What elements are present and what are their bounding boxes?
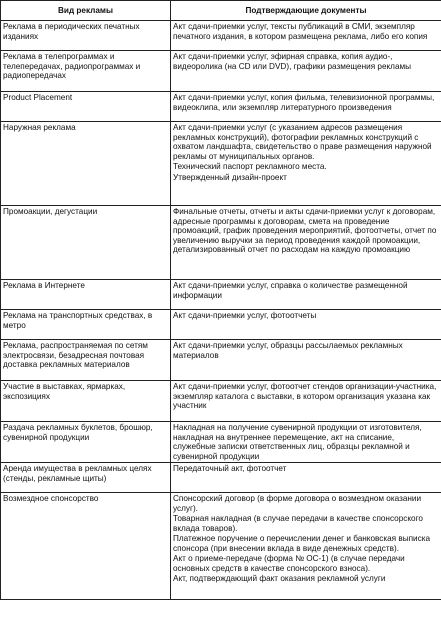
ad-type-cell: Реклама в периодических печатных изданиях xyxy=(1,21,171,51)
document-paragraph: Платежное поручение о перечислении денег и банковская выписка спонсора (при внесении вклада в виде денежных средств). xyxy=(173,534,431,553)
ad-type-cell: Наружная реклама xyxy=(1,122,171,206)
document-paragraph: Технический паспорт рекламного места. xyxy=(173,162,327,171)
documents-cell xyxy=(171,21,441,51)
documents-cell xyxy=(171,340,441,381)
table-row xyxy=(1,381,441,422)
table-row xyxy=(1,463,441,493)
document-paragraph: Утвержденный дизайн-проект xyxy=(173,172,287,182)
ad-type-cell: Участие в выставках, ярмарках, экспозициях xyxy=(1,381,171,422)
documents-cell xyxy=(171,463,441,493)
table-row xyxy=(1,340,441,381)
table-row xyxy=(1,122,441,206)
document-paragraph: Акт о приеме-передаче (форма № ОС-1) (в случае передачи основных средств в качестве спонсорского взноса). xyxy=(173,554,405,573)
table-row xyxy=(1,422,441,463)
ad-type-cell: Промоакции, дегустации xyxy=(1,206,171,280)
documents-cell xyxy=(171,206,441,280)
documents-cell xyxy=(171,310,441,340)
table-row xyxy=(1,280,441,310)
document-paragraph: Акт сдачи-приемки услуг, тексты публикаций в СМИ, экземпляр печатного издания, в котором размещена реклама, либо его копия xyxy=(173,22,428,41)
document-paragraph: Товарная накладная (в случае передачи в качестве спонсорского вклада товаров). xyxy=(173,514,423,533)
ad-type-cell: Реклама на транспортных средствах, в метро xyxy=(1,310,171,340)
table-row xyxy=(1,310,441,340)
column-header-ad-type: Вид рекламы xyxy=(1,1,171,21)
ad-type-cell: Раздача рекламных буклетов, брошюр, сувенирной продукции xyxy=(1,422,171,463)
documents-cell xyxy=(171,493,441,600)
document-paragraph: Акт сдачи-приемки услуг, фотоотчеты xyxy=(173,311,317,320)
document-paragraph: Акт сдачи-приемки услуг, эфирная справка, копия аудио-, видеоролика (на CD или DVD), графики размещения рекламы xyxy=(173,52,412,71)
document-paragraph: Акт сдачи-приемки услуг, образцы рассылаемых рекламных материалов xyxy=(173,341,403,360)
documents-cell xyxy=(171,122,441,206)
documents-cell xyxy=(171,280,441,310)
ad-type-cell: Возмездное спонсорство xyxy=(1,493,171,600)
documents-cell xyxy=(171,51,441,92)
ad-type-cell: Реклама, распространяемая по сетям электросвязи, безадресная почтовая доставка рекламных материалов xyxy=(1,340,171,381)
ad-type-cell: Аренда имущества в рекламных целях (стенды, рекламные щиты) xyxy=(1,463,171,493)
ad-type-cell: Реклама в телепрограммах и телепередачах, радиопрограммах и радиопередачах xyxy=(1,51,171,92)
documents-cell xyxy=(171,92,441,122)
document-paragraph: Финальные отчеты, отчеты и акты сдачи-приемки услуг к договорам, адресные программы к договорам, смета на проведение промоакций, график проведения мероприятий, фотоотчеты, отчет по увеличению выручки за период проведения каждой промоакции, детализированный отчет по расходам на каждую промоакцию xyxy=(173,207,437,254)
document-paragraph: Акт сдачи-приемки услуг, фотоотчет стендов организации-участника, экземпляр каталога с выставки, в котором организация указана как участник xyxy=(173,382,437,410)
table-row xyxy=(1,206,441,280)
document-paragraph: Акт, подтверждающий факт оказания рекламной услуги xyxy=(173,574,386,583)
ad-type-cell: Product Placement xyxy=(1,92,171,122)
table-row xyxy=(1,21,441,51)
table-header-row xyxy=(1,1,441,21)
table-row xyxy=(1,51,441,92)
document-paragraph: Передаточный акт, фотоотчет xyxy=(173,464,287,473)
document-paragraph: Спонсорский договор (в форме договора о возмездном оказании услуг). xyxy=(173,494,422,513)
table-row xyxy=(1,92,441,122)
documents-cell xyxy=(171,381,441,422)
document-paragraph: Акт сдачи-приемки услуг (с указанием адресов размещения рекламных конструкций), фотографии рекламных конструкций с охватом ландшафта, свидетельство о праве размещения наружной рекламы от муниципальных органов. xyxy=(173,123,432,161)
column-header-documents: Подтверждающие документы xyxy=(171,1,441,21)
ad-type-cell: Реклама в Интернете xyxy=(1,280,171,310)
table-body xyxy=(1,21,441,600)
document-paragraph: Акт сдачи-приемки услуг, копия фильма, телевизионной программы, видеоклипа, или экземпляр литературного произведения xyxy=(173,93,435,112)
documents-cell xyxy=(171,422,441,463)
table-row xyxy=(1,493,441,600)
document-paragraph: Акт сдачи-приемки услуг, справка о количестве размещенной информации xyxy=(173,281,408,300)
document-paragraph: Накладная на получение сувенирной продукции от изготовителя, накладная на внутреннее перемещение, акт на списание, служебные записки ответственных лиц, образцы рекламной и сувенирной продукции xyxy=(173,423,422,461)
